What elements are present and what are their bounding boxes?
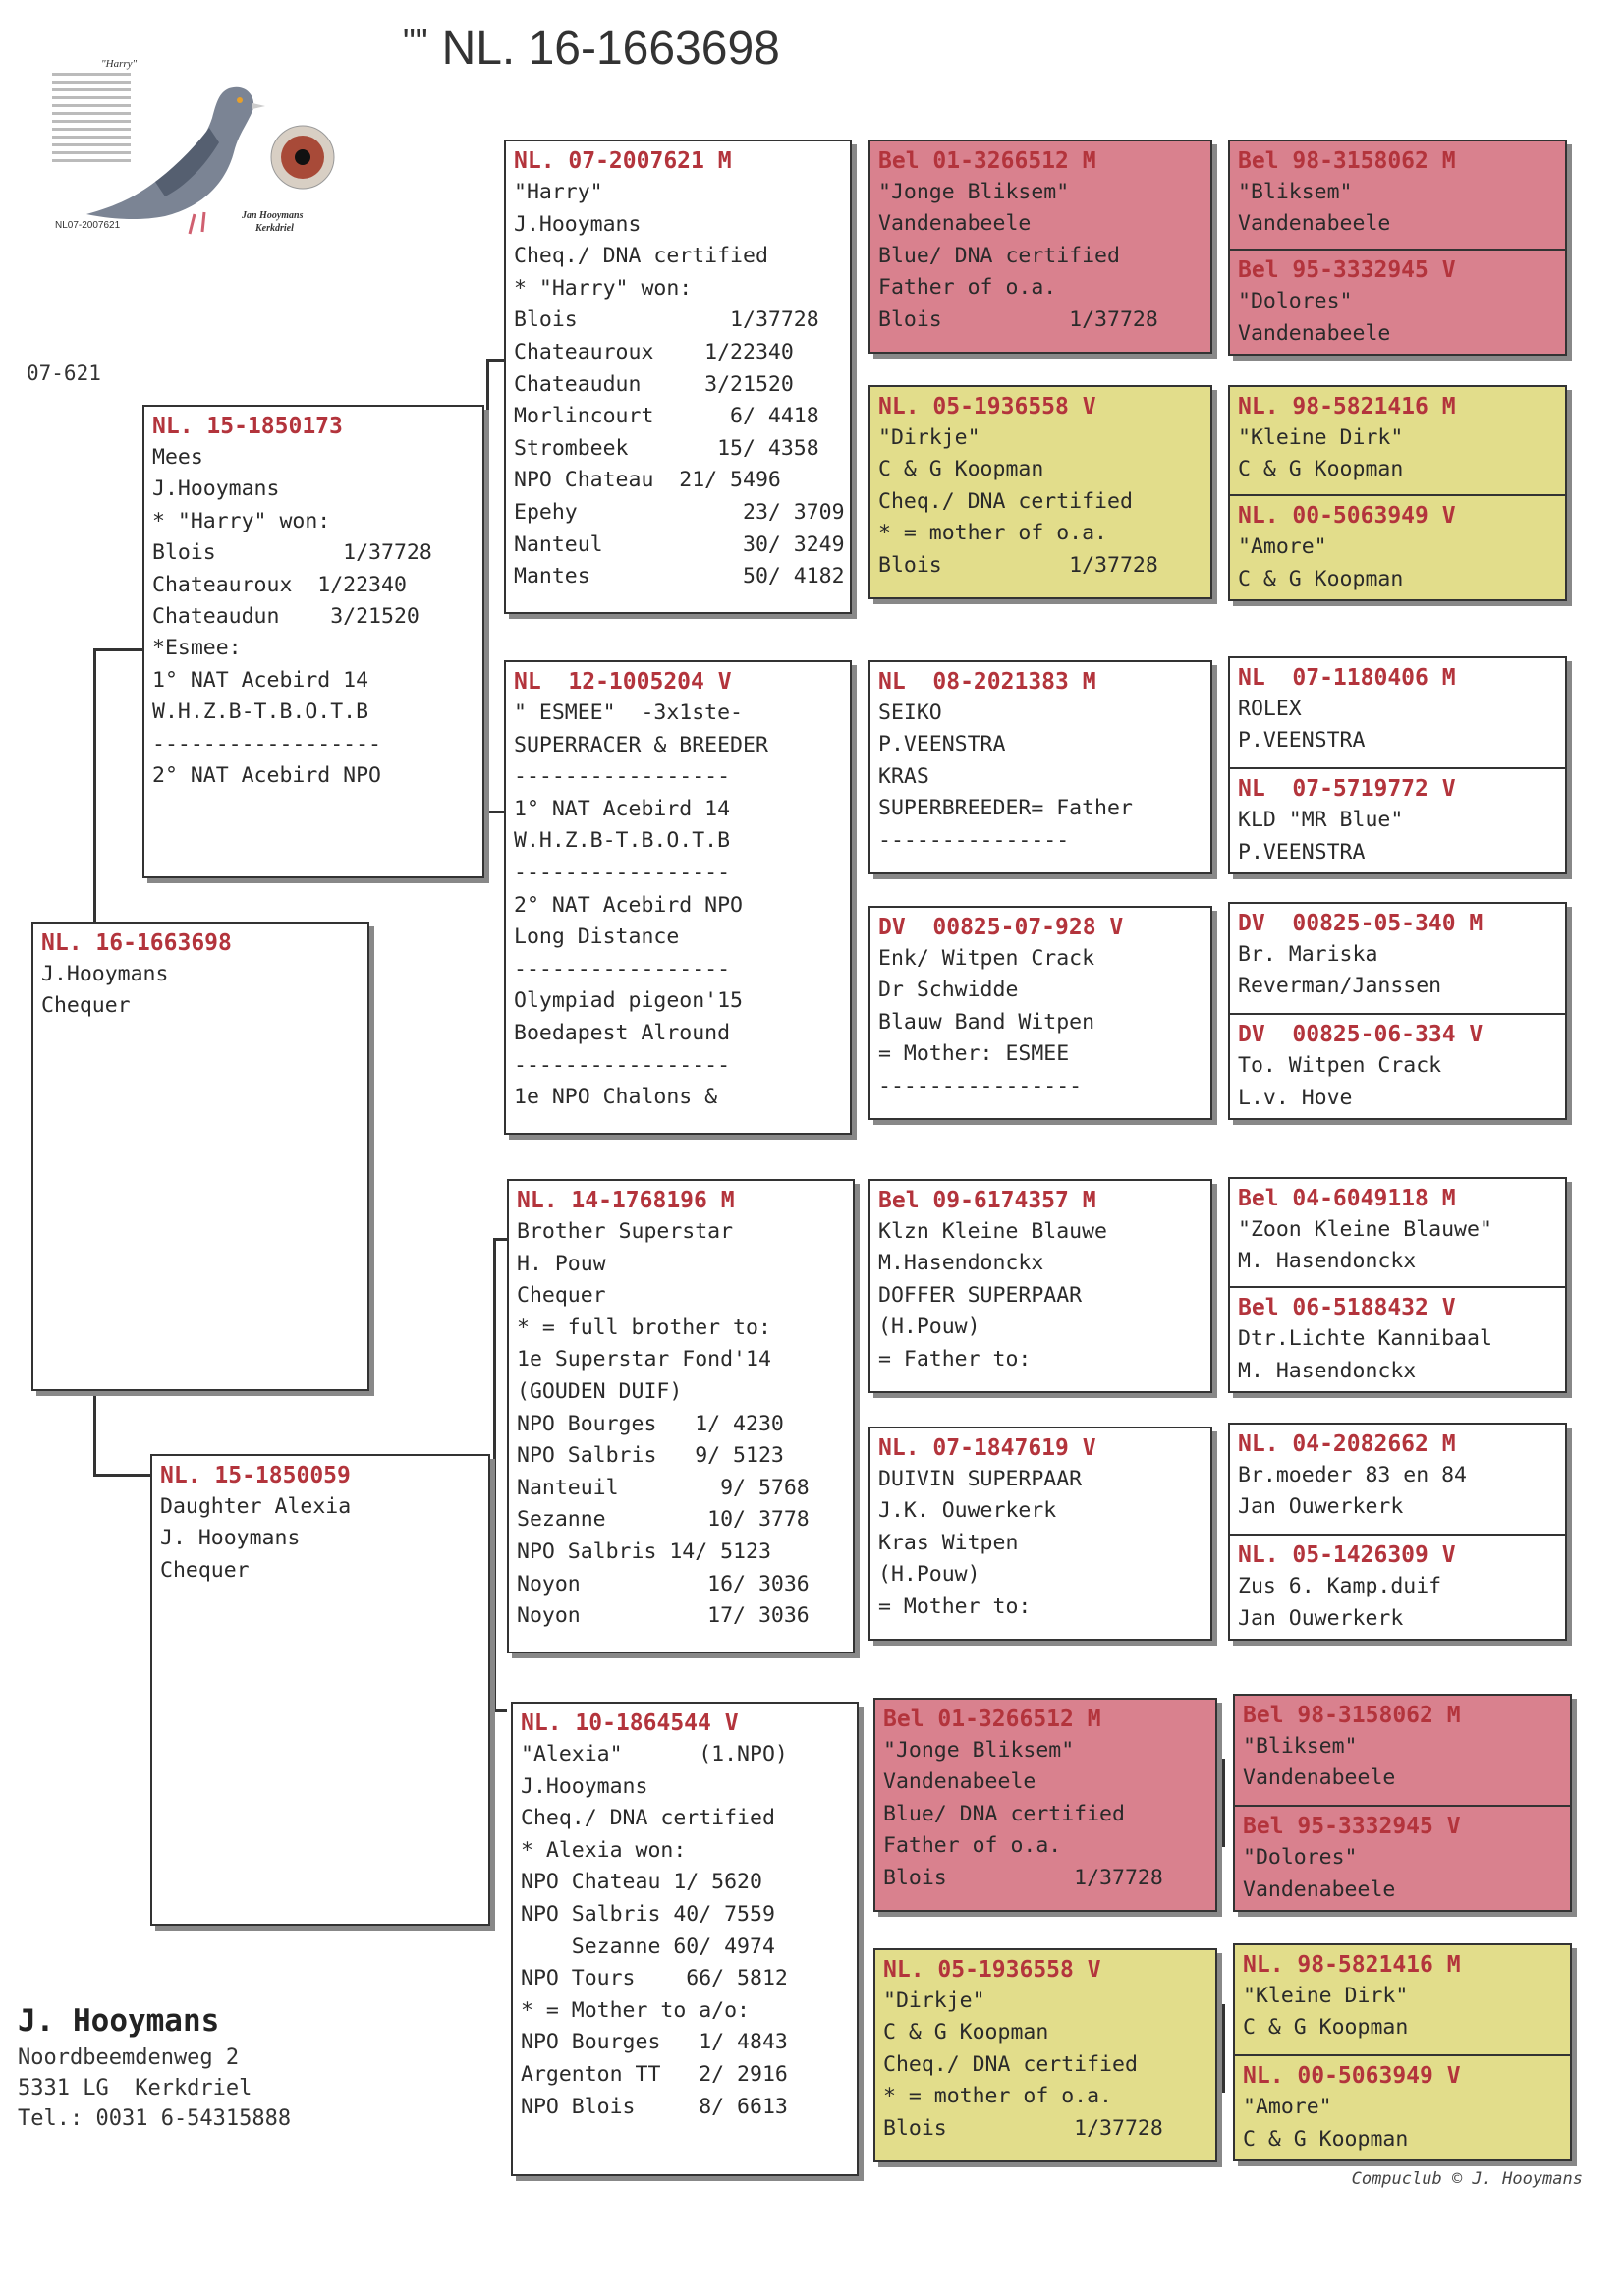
breeder-address-block	[18, 1999, 291, 2134]
dam-side-detail-line: P.VEENSTRA	[1238, 839, 1366, 865]
side-code: 07-621	[27, 362, 101, 385]
logo-owner-line2: Kerkdriel	[255, 223, 294, 234]
great-grandparent-ring-number: NL. 05-1936558 V	[883, 1957, 1101, 1983]
great-grandparent-ring-number: Bel 01-3266512 M	[883, 1707, 1101, 1732]
grandparent-detail-line: NPO Chateau 21/ 5496	[514, 468, 781, 493]
sire-side-ring-number: DV 00825-05-340 M	[1238, 911, 1484, 936]
great-grandparent-card	[873, 1698, 1217, 1912]
grandparent-detail-line: H. Pouw	[517, 1251, 606, 1276]
dam-details	[160, 1491, 480, 1587]
dam-ring-number: NL. 15-1850059	[160, 1463, 351, 1488]
great-grandparent-detail-line: (H.Pouw)	[878, 1562, 980, 1588]
great-grandparent-detail-line: Blois 1/37728	[883, 1865, 1163, 1890]
grandparent-detail-line: Brother Superstar	[517, 1219, 734, 1244]
subject-details	[41, 959, 360, 1023]
sire-detail-line: Chateaudun 3/21520	[152, 604, 420, 630]
grandparent-detail-line: 2° NAT Acebird NPO	[514, 892, 743, 918]
grandparent-detail-line: NPO Tours 66/ 5812	[521, 1966, 788, 1991]
dam-side-detail-line: "Amore"	[1238, 534, 1327, 560]
grandparent-detail-line: Noyon 17/ 3036	[517, 1603, 810, 1629]
grandparent-card	[504, 660, 852, 1135]
grandparent-detail-line: SUPERRACER & BREEDER	[514, 732, 768, 757]
great-grandparent-detail-line: Blois 1/37728	[878, 552, 1158, 578]
grandparent-detail-line: * = full brother to:	[517, 1315, 771, 1340]
great-grandparent-detail-line: Vandenabeele	[878, 211, 1032, 237]
grandparent-detail-line: " ESMEE" -3x1ste-	[514, 700, 743, 725]
grandparent-detail-line: Argenton TT 2/ 2916	[521, 2061, 788, 2087]
dam-side-ring-number: NL. 05-1426309 V	[1238, 1542, 1456, 1569]
pigeon-logo	[47, 49, 342, 265]
sire-detail-line: 2° NAT Acebird NPO	[152, 763, 381, 789]
sire-side-ring-number: NL 07-1180406 M	[1238, 665, 1456, 691]
pigeon-photo-icon	[47, 49, 342, 265]
great-great-grandparent-pair-card	[1228, 656, 1567, 874]
logo-caption: "Harry"	[101, 58, 138, 70]
sire-side-detail-line: C & G Koopman	[1238, 457, 1404, 482]
breeder-phone: Tel.: 0031 6-54315888	[18, 2106, 292, 2131]
great-grandparent-detail-line: "Jonge Bliksem"	[883, 1738, 1075, 1763]
sire-detail-line: * "Harry" won:	[152, 508, 331, 533]
great-grandparent-detail-line: Father of o.a.	[883, 1833, 1062, 1859]
great-grandparent-detail-line: * = mother of o.a.	[878, 521, 1107, 546]
dam-side-ring-number: NL. 00-5063949 V	[1243, 2063, 1461, 2090]
great-grandparent-detail-line: "Dirkje"	[878, 425, 980, 450]
great-grandparent-card	[868, 385, 1212, 599]
dam-side-section	[1230, 249, 1565, 354]
dam-side-section	[1230, 494, 1565, 599]
sire-detail-line: Chateauroux 1/22340	[152, 572, 407, 597]
dam-side-detail-line: M. Hasendonckx	[1238, 1358, 1417, 1383]
grandparent-card	[507, 1179, 855, 1653]
great-grandparent-detail-line: SEIKO	[878, 700, 942, 725]
great-grandparent-ring-number: NL 08-2021383 M	[878, 669, 1096, 695]
dam-side-detail-line: "Dolores"	[1238, 289, 1353, 314]
great-grandparent-detail-line: M.Hasendonckx	[878, 1251, 1044, 1276]
great-grandparent-card	[868, 660, 1212, 874]
subject-pigeon-card	[31, 922, 369, 1391]
grandparent-ring-number: NL. 14-1768196 M	[517, 1188, 735, 1213]
great-grandparent-detail-line: "Dirkje"	[883, 1988, 985, 2013]
dam-side-detail-line: L.v. Hove	[1238, 1085, 1353, 1110]
great-grandparent-ring-number: DV 00825-07-928 V	[878, 915, 1124, 940]
logo-ring-caption: NL07-2007621	[55, 220, 121, 231]
dam-side-detail-line: "Amore"	[1243, 2095, 1332, 2120]
sire-side-detail-line: M. Hasendonckx	[1238, 1249, 1417, 1274]
grandparent-detail-line: -----------------	[514, 956, 731, 981]
dam-side-detail-line: KLD "MR Blue"	[1238, 808, 1404, 833]
grandparent-detail-line: NPO Bourges 1/ 4843	[521, 2030, 788, 2055]
dam-detail-line: Daughter Alexia	[160, 1494, 352, 1519]
great-grandparent-detail-line: Blois 1/37728	[883, 2115, 1163, 2141]
title-quote-mark: ""	[403, 22, 428, 62]
dam-side-ring-number: Bel 95-3332945 V	[1238, 257, 1456, 284]
great-grandparent-detail-line: = Mother to:	[878, 1594, 1032, 1619]
sire-side-detail-line: "Kleine Dirk"	[1243, 1984, 1409, 2008]
sire-side-detail-line: Br. Mariska	[1238, 942, 1378, 967]
great-grandparent-ring-number: NL. 05-1936558 V	[878, 394, 1096, 420]
grandparent-detail-line: Blois 1/37728	[514, 308, 819, 333]
sire-side-detail-line: Reverman/Janssen	[1238, 974, 1442, 999]
sire-side-detail-line: Jan Ouwerkerk	[1238, 1494, 1404, 1520]
great-grandparent-detail-line: Enk/ Witpen Crack	[878, 946, 1095, 971]
dam-side-detail-line: Vandenabeele	[1238, 320, 1391, 346]
dam-side-section	[1230, 1286, 1565, 1391]
dam-side-detail-line: Jan Ouwerkerk	[1238, 1605, 1404, 1631]
sire-side-detail-line: "Bliksem"	[1238, 180, 1353, 204]
sire-side-ring-number: Bel 98-3158062 M	[1243, 1703, 1461, 1728]
subject-detail-line: J.Hooymans	[41, 962, 169, 986]
grandparent-detail-line: Mantes 50/ 4182	[514, 564, 845, 589]
dam-side-detail-line: C & G Koopman	[1243, 2126, 1409, 2152]
grandparent-detail-line: Strombeek 15/ 4358	[514, 435, 819, 461]
grandparent-detail-line: Nanteul 30/ 3249	[514, 532, 845, 557]
great-grandparent-detail-line: Cheq./ DNA certified	[878, 488, 1133, 514]
great-grandparent-ring-number: Bel 01-3266512 M	[878, 148, 1096, 174]
breeder-city: 5331 LG Kerkdriel	[18, 2076, 252, 2100]
great-grandparent-detail-line: Blois 1/37728	[878, 307, 1158, 332]
dam-side-section	[1230, 1534, 1565, 1639]
grandparent-detail-line: NPO Salbris 9/ 5123	[517, 1443, 784, 1469]
grandparent-detail-line: Cheq./ DNA certified	[514, 244, 768, 269]
grandparent-ring-number: NL. 07-2007621 M	[514, 148, 732, 174]
great-grandparent-detail-line: Father of o.a.	[878, 275, 1057, 301]
great-grandparent-detail-line: C & G Koopman	[878, 457, 1044, 482]
great-grandparent-card	[868, 1427, 1212, 1641]
grandparent-card	[511, 1702, 859, 2176]
great-grandparent-detail-line: Dr Schwidde	[878, 978, 1019, 1003]
grandparent-detail-line: W.H.Z.B-T.B.O.T.B	[514, 828, 731, 854]
grandparent-detail-line: Chequer	[517, 1283, 606, 1309]
great-grandparent-ring-number: NL. 07-1847619 V	[878, 1435, 1096, 1461]
great-grandparent-card	[873, 1948, 1217, 2162]
great-grandparent-detail-line: KRAS	[878, 763, 929, 789]
grandparent-detail-line: 1e Superstar Fond'14	[517, 1347, 771, 1372]
sire-detail-line: W.H.Z.B-T.B.O.T.B	[152, 700, 369, 725]
breeder-name: J. Hooymans	[18, 2003, 220, 2039]
sire-detail-line: J.Hooymans	[152, 476, 280, 502]
grandparent-detail-line: NPO Chateau 1/ 5620	[521, 1870, 762, 1895]
grandparent-detail-line: Nanteuil 9/ 5768	[517, 1475, 810, 1500]
great-grandparent-detail-line: * = mother of o.a.	[883, 2084, 1112, 2109]
grandparent-detail-line: * "Harry" won:	[514, 275, 693, 301]
dam-side-detail-line: Dtr.Lichte Kannibaal	[1238, 1326, 1492, 1352]
logo-owner-line1: Jan Hooymans	[242, 210, 304, 221]
dam-side-section	[1235, 2054, 1570, 2159]
great-grandparent-card	[868, 1179, 1212, 1393]
great-grandparent-detail-line: DUIVIN SUPERPAAR	[878, 1467, 1083, 1491]
great-great-grandparent-pair-card	[1228, 385, 1567, 601]
title-ring-number: NL. 16-1663698	[441, 23, 780, 75]
great-grandparent-detail-line: ---------------	[878, 827, 1070, 853]
great-grandparent-detail-line: C & G Koopman	[883, 2020, 1049, 2045]
great-grandparent-detail-line: Kras Witpen	[878, 1530, 1019, 1555]
dam-detail-line: J. Hooymans	[160, 1526, 301, 1551]
grandparent-detail-line: J.Hooymans	[521, 1773, 648, 1799]
great-grandparent-detail-line: Klzn Kleine Blauwe	[878, 1219, 1107, 1244]
dam-side-section	[1235, 1805, 1570, 1910]
great-grandparent-detail-line: = Father to:	[878, 1346, 1032, 1372]
great-grandparent-detail-line: J.K. Ouwerkerk	[878, 1498, 1057, 1524]
dam-side-ring-number: Bel 95-3332945 V	[1243, 1814, 1461, 1840]
dam-side-ring-number: Bel 06-5188432 V	[1238, 1295, 1456, 1321]
breeder-street: Noordbeemdenweg 2	[18, 2045, 240, 2070]
great-grandparent-detail-line: "Jonge Bliksem"	[878, 180, 1070, 204]
dam-side-ring-number: NL. 00-5063949 V	[1238, 503, 1456, 530]
subject-ring-number: NL. 16-1663698	[41, 930, 232, 956]
grandparent-ring-number: NL 12-1005204 V	[514, 669, 732, 695]
grandparent-detail-line: "Harry"	[514, 180, 603, 204]
grandparent-ring-number: NL. 10-1864544 V	[521, 1710, 739, 1736]
great-grandparent-detail-line: Blue/ DNA certified	[878, 243, 1120, 268]
sire-card	[142, 405, 484, 878]
grandparent-detail-line: Long Distance	[514, 924, 680, 950]
sire-side-detail-line: Vandenabeele	[1243, 1765, 1396, 1791]
dam-side-section	[1230, 1013, 1565, 1118]
grandparent-detail-line: NPO Salbris 14/ 5123	[517, 1539, 771, 1564]
sire-side-detail-line: "Zoon Kleine Blauwe"	[1238, 1217, 1492, 1242]
grandparent-detail-line: J.Hooymans	[514, 211, 642, 237]
dam-side-ring-number: DV 00825-06-334 V	[1238, 1022, 1484, 1048]
sire-side-detail-line: P.VEENSTRA	[1238, 728, 1366, 754]
grandparent-detail-line: Chateaudun 3/21520	[514, 371, 794, 397]
great-grandparent-detail-line: ----------------	[878, 1073, 1083, 1098]
grandparent-detail-line: * Alexia won:	[521, 1837, 687, 1863]
dam-side-detail-line: "Dolores"	[1243, 1845, 1358, 1871]
grandparent-detail-line: Noyon 16/ 3036	[517, 1571, 810, 1596]
grandparent-detail-line: "Alexia" (1.NPO)	[521, 1742, 788, 1766]
great-great-grandparent-pair-card	[1228, 902, 1567, 1120]
copyright-note: Compuclub © J. Hooymans	[1351, 2169, 1583, 2189]
sire-side-detail-line: "Bliksem"	[1243, 1734, 1358, 1759]
sire-detail-line: *Esmee:	[152, 636, 242, 661]
great-grandparent-detail-line: (H.Pouw)	[878, 1315, 980, 1340]
grandparent-detail-line: NPO Blois 8/ 6613	[521, 2094, 788, 2119]
dam-side-detail-line: To. Witpen Crack	[1238, 1053, 1442, 1079]
dam-side-detail-line: C & G Koopman	[1238, 566, 1404, 591]
grandparent-detail-line: * = Mother to a/o:	[521, 1997, 750, 2023]
dam-side-ring-number: NL 07-5719772 V	[1238, 776, 1456, 803]
grandparent-detail-line: -----------------	[514, 1052, 731, 1078]
dam-card	[150, 1454, 490, 1926]
dam-side-section	[1230, 767, 1565, 872]
dam-side-detail-line: Vandenabeele	[1243, 1876, 1396, 1902]
grandparent-detail-line: Morlincourt 6/ 4418	[514, 404, 819, 429]
grandparent-detail-line: Sezanne 60/ 4974	[521, 1933, 775, 1959]
great-great-grandparent-pair-card	[1228, 1177, 1567, 1393]
sire-ring-number: NL. 15-1850173	[152, 414, 343, 439]
sire-side-detail-line: "Kleine Dirk"	[1238, 425, 1404, 450]
great-great-grandparent-pair-card	[1228, 1423, 1567, 1641]
subject-detail-line: Chequer	[41, 993, 131, 1019]
great-grandparent-detail-line: Blauw Band Witpen	[878, 1009, 1095, 1035]
great-grandparent-detail-line: Vandenabeele	[883, 1769, 1036, 1795]
grandparent-detail-line: Chateauroux 1/22340	[514, 339, 794, 364]
great-grandparent-detail-line: P.VEENSTRA	[878, 732, 1006, 757]
sire-detail-line: 1° NAT Acebird 14	[152, 667, 369, 693]
great-grandparent-ring-number: Bel 09-6174357 M	[878, 1188, 1096, 1213]
sire-side-detail-line: Br.moeder 83 en 84	[1238, 1463, 1467, 1487]
great-great-grandparent-pair-card	[1228, 140, 1567, 356]
grandparent-detail-line: Cheq./ DNA certified	[521, 1806, 775, 1831]
grandparent-detail-line: Sezanne 10/ 3778	[517, 1507, 810, 1533]
grandparent-detail-line: Boedapest Alround	[514, 1020, 731, 1045]
great-grandparent-detail-line: SUPERBREEDER= Father	[878, 796, 1133, 821]
sire-side-ring-number: NL. 04-2082662 M	[1238, 1431, 1456, 1457]
great-grandparent-card	[868, 906, 1212, 1120]
grandparent-detail-line: (GOUDEN DUIF)	[517, 1378, 683, 1404]
great-grandparent-detail-line: = Mother: ESMEE	[878, 1041, 1070, 1067]
sire-detail-line: Blois 1/37728	[152, 540, 432, 566]
grandparent-detail-line: -----------------	[514, 764, 731, 790]
grandparent-detail-line: Epehy 23/ 3709	[514, 499, 845, 525]
great-great-grandparent-pair-card	[1233, 1694, 1572, 1912]
sire-details	[152, 442, 475, 792]
grandparent-detail-line: Olympiad pigeon'15	[514, 988, 743, 1014]
sire-side-ring-number: Bel 04-6049118 M	[1238, 1186, 1456, 1211]
great-grandparent-detail-line: Blue/ DNA certified	[883, 1801, 1125, 1826]
grandparent-detail-line: 1e NPO Chalons &	[514, 1085, 718, 1110]
grandparent-detail-line: 1° NAT Acebird 14	[514, 796, 731, 821]
grandparent-card	[504, 140, 852, 614]
sire-side-ring-number: Bel 98-3158062 M	[1238, 148, 1456, 174]
great-grandparent-detail-line: Cheq./ DNA certified	[883, 2051, 1138, 2077]
sire-side-detail-line: ROLEX	[1238, 697, 1302, 721]
grandparent-detail-line: -----------------	[514, 860, 731, 885]
sire-side-detail-line: C & G Koopman	[1243, 2015, 1409, 2041]
sire-side-ring-number: NL. 98-5821416 M	[1238, 394, 1456, 420]
grandparent-detail-line: NPO Salbris 40/ 7559	[521, 1901, 775, 1927]
grandparent-detail-line: NPO Bourges 1/ 4230	[517, 1411, 784, 1436]
sire-side-detail-line: Vandenabeele	[1238, 211, 1391, 237]
dam-side-detail-line: Zus 6. Kamp.duif	[1238, 1574, 1442, 1599]
sire-detail-line: Mees	[152, 445, 203, 470]
great-great-grandparent-pair-card	[1233, 1943, 1572, 2161]
dam-detail-line: Chequer	[160, 1557, 250, 1583]
sire-side-ring-number: NL. 98-5821416 M	[1243, 1952, 1461, 1978]
sire-detail-line: ------------------	[152, 731, 381, 756]
pedigree-title	[403, 22, 780, 76]
great-grandparent-detail-line: DOFFER SUPERPAAR	[878, 1282, 1083, 1308]
great-grandparent-card	[868, 140, 1212, 354]
